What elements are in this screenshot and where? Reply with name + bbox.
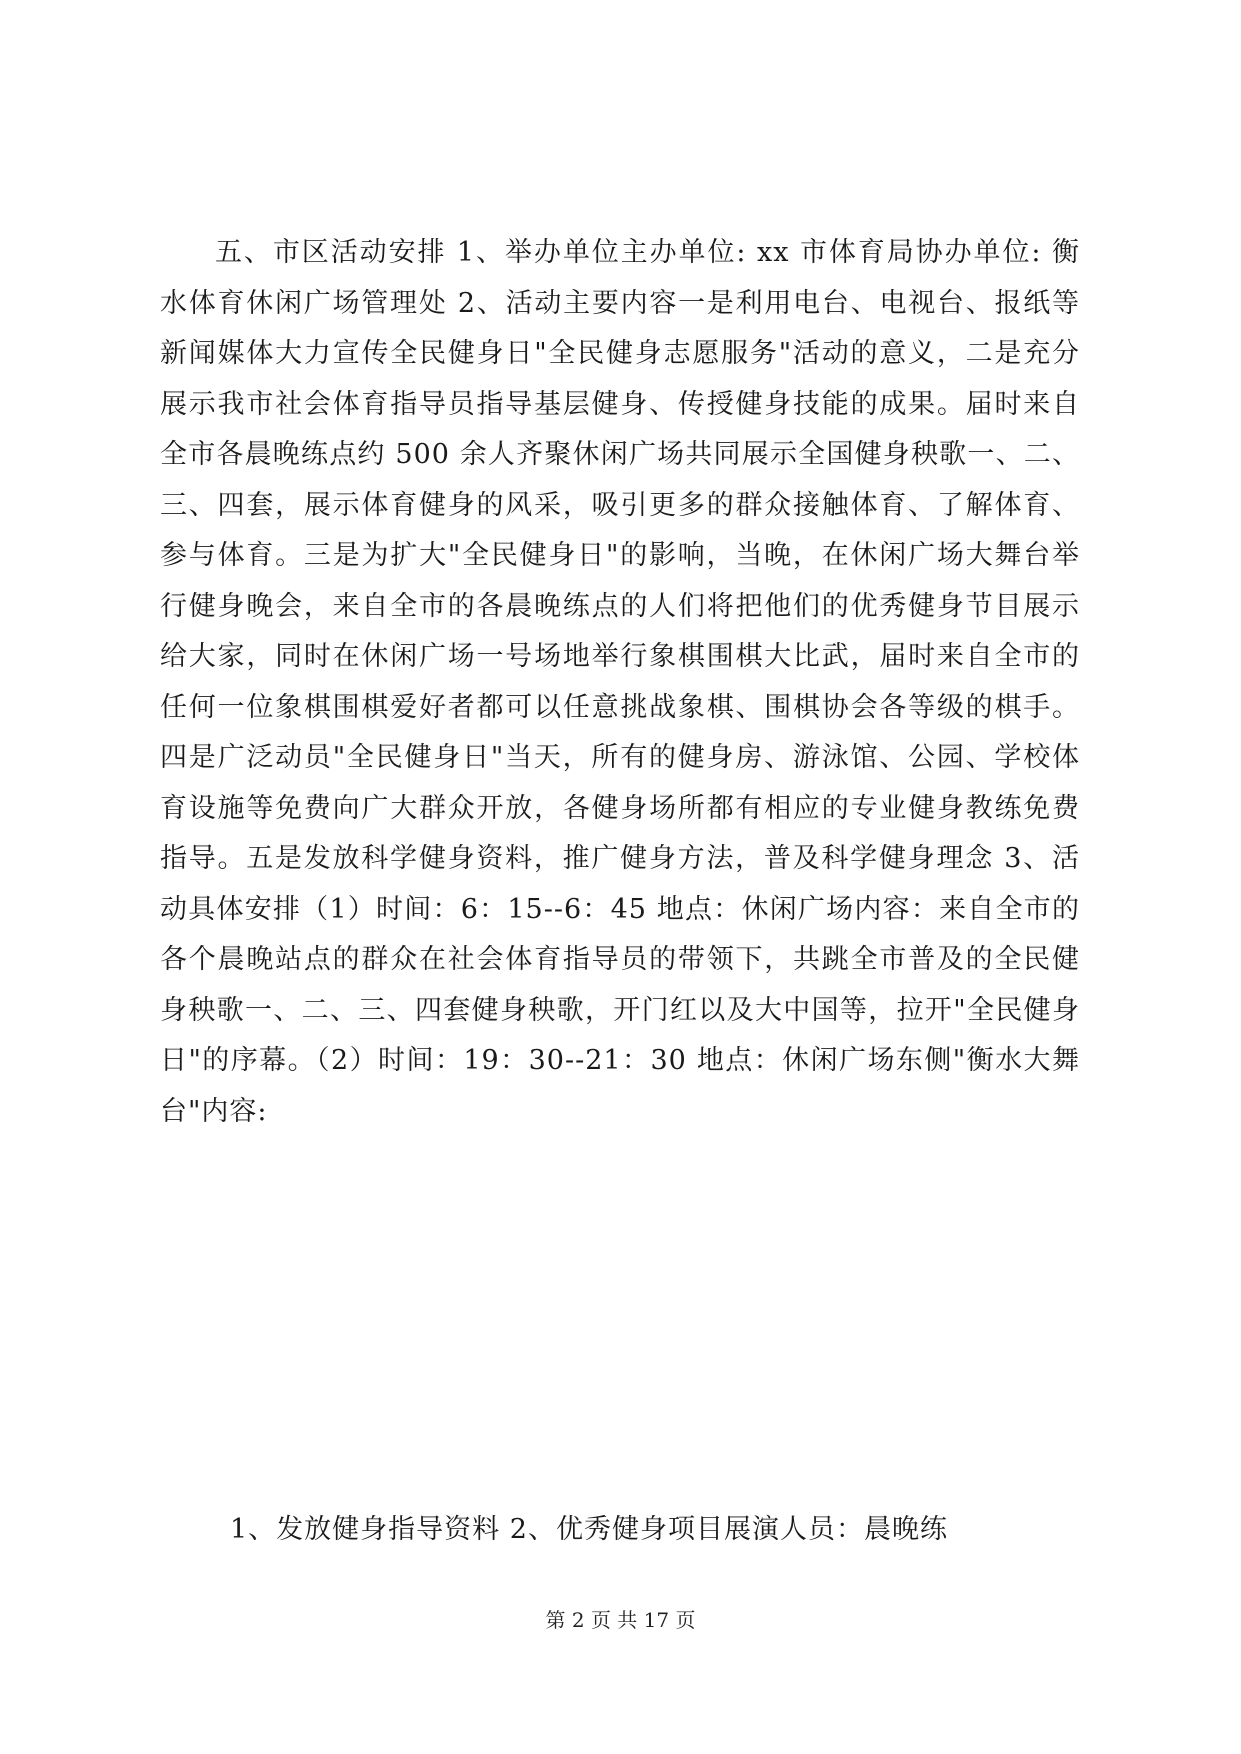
paragraph-city-activity-arrangement: 五、市区活动安排 1、举办单位主办单位: xx 市体育局协办单位: 衡水体育休闲广场管理处 2、活动主要内容一是利用电台、电视台、报纸等新闻媒体大力宣传全民健身日"全民健身志愿服务"活动的意义，二是充分展示我市社会体育指导员指导基层健身、传授健身技能的成果。届时来自全市各晨晚练点约 500 余人齐聚休闲广场共同展示全国健身秧歌一、二、三、四套，展示体育健身的风采，吸引更多的群众接触体育、了解体育、参与体育。三是为扩大"全民健身日"的影响，当晚，在休闲广场大舞台举行健身晚会，来自全市的各晨晚练点的人们将把他们的优秀健身节目展示给大家，同时在休闲广场一号场地举行象棋围棋大比武，届时来自全市的任何一位象棋围棋爱好者都可以任意挑战象棋、围棋协会各等级的棋手。四是广泛动员"全民健身日"当天，所有的健身房、游泳馆、公园、学校体育设施等免费向广大群众开放，各健身场所都有相应的专业健身教练免费指导。五是发放科学健身资料，推广健身方法，普及科学健身理念 3、活动具体安排（1）时间：6：15--6：45 地点：休闲广场内容：来自全市的各个晨晚站点的群众在社会体育指导员的带领下，共跳全市普及的全民健身秧歌一、二、三、四套健身秧歌，开门红以及大中国等，拉开"全民健身日"的序幕。（2）时间：19：30--21：30 地点：休闲广场东侧"衡水大舞台"内容: xyxy=(160,237,1080,1127)
page-number-footer: 第 2 页 共 17 页 xyxy=(545,1608,696,1632)
paragraph-activity-content: 1、发放健身指导资料 2、优秀健身项目展演人员：晨晚练 xyxy=(230,1514,948,1545)
